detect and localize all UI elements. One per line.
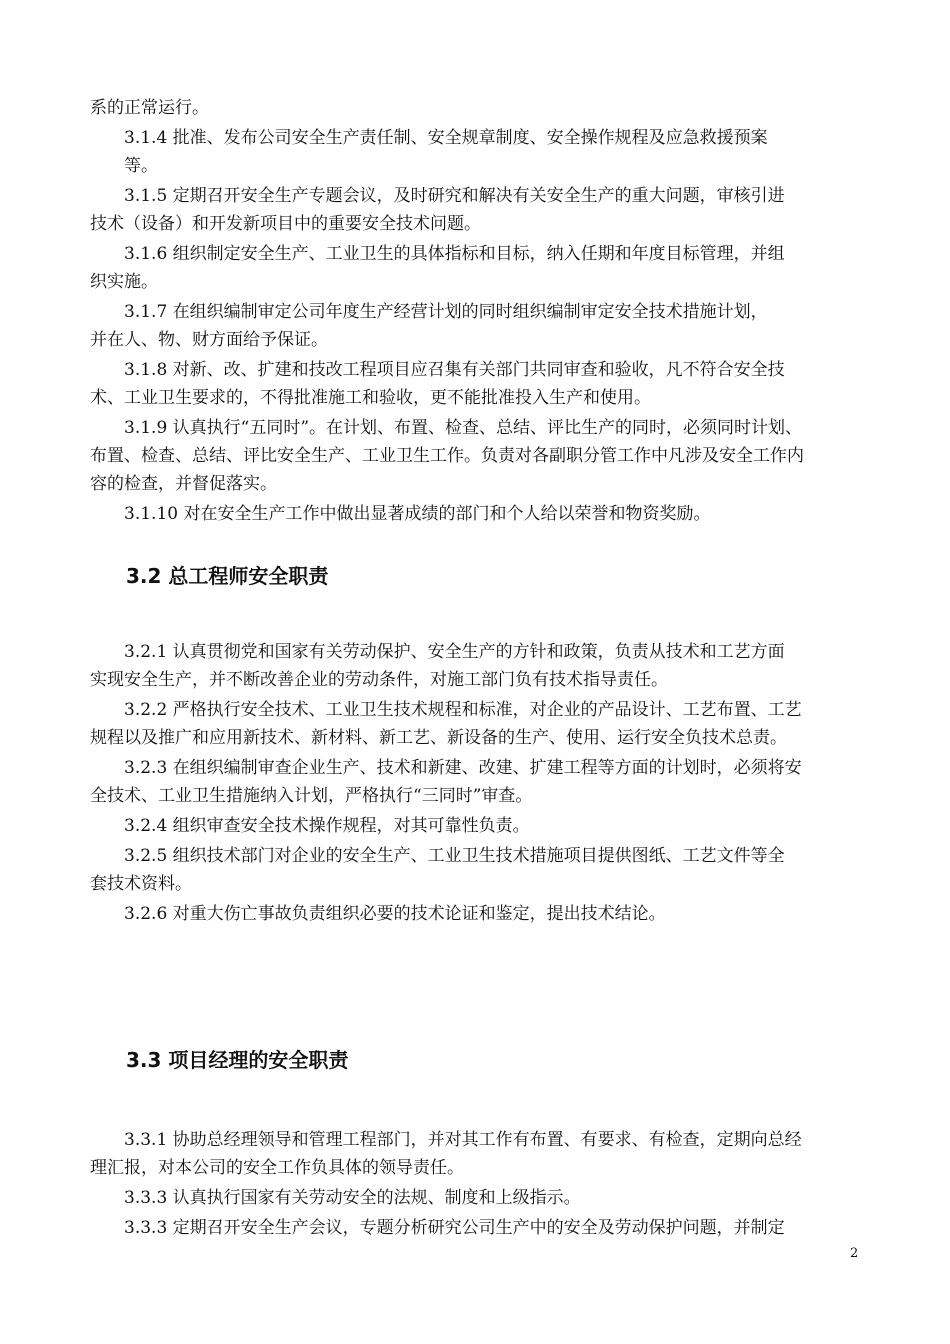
paragraph-line: 系的正常运行。 [90,98,209,118]
paragraph-3-2-6: 3.2.6 对重大伤亡事故负责组织必要的技术论证和鉴定，提出技术结论。 [124,904,666,924]
paragraph-3-3-1-line-2: 理汇报，对本公司的安全工作负具体的领导责任。 [90,1158,464,1178]
paragraph-3-1-7-line-2: 并在人、物、财方面给予保证。 [90,330,328,350]
paragraph-3-1-5-line-1: 3.1.5 定期召开安全生产专题会议，及时研究和解决有关安全生产的重大问题，审核引进 [124,186,785,206]
paragraph-3-3-1-line-1: 3.3.1 协助总经理领导和管理工程部门，并对其工作有布置、有要求、有检查，定期向总经 [124,1130,802,1150]
paragraph-3-2-3-line-2: 全技术、工业卫生措施纳入计划，严格执行“三同时”审查。 [90,786,533,806]
paragraph-3-1-8-line-2: 术、工业卫生要求的，不得批准施工和验收，更不能批准投入生产和使用。 [90,388,651,408]
paragraph-3-2-4: 3.2.4 组织审查安全技术操作规程，对其可靠性负责。 [124,816,530,836]
paragraph-3-1-7-line-1: 3.1.7 在组织编制审定公司年度生产经营计划的同时组织编制审定安全技术措施计划， [124,302,768,322]
paragraph-3-1-5-line-2: 技术（设备）和开发新项目中的重要安全技术问题。 [90,214,481,234]
paragraph-3-3-3: 3.3.3 定期召开安全生产会议，专题分析研究公司生产中的安全及劳动保护问题，并制定 [124,1218,785,1238]
section-heading: 3.3 项目经理的安全职责 [126,1048,349,1072]
paragraph-3-1-4-line-1: 3.1.4 批准、发布公司安全生产责任制、安全规章制度、安全操作规程及应急救援预案 [124,128,768,148]
paragraph-3-2-5-line-1: 3.2.5 组织技术部门对企业的安全生产、工业卫生技术措施项目提供图纸、工艺文件等全 [124,846,785,866]
paragraph-3-1-9-line-3: 容的检查，并督促落实。 [90,474,277,494]
paragraph-3-2-2-line-1: 3.2.2 严格执行安全技术、工业卫生技术规程和标准，对企业的产品设计、工艺布置、工艺 [124,700,802,720]
paragraph-3-1-9-line-1: 3.1.9 认真执行“五同时”。在计划、布置、检查、总结、评比生产的同时，必须同时计划、 [124,418,803,438]
paragraph-3-1-6-line-2: 织实施。 [90,272,158,292]
paragraph-3-1-8-line-1: 3.1.8 对新、改、扩建和技改工程项目应召集有关部门共同审查和验收，凡不符合安全技 [124,360,785,380]
paragraph-3-1-10: 3.1.10 对在安全生产工作中做出显著成绩的部门和个人给以荣誉和物资奖励。 [124,504,711,524]
paragraph-3-1-4-line-2: 等。 [124,156,158,176]
paragraph-3-2-5-line-2: 套技术资料。 [90,874,192,894]
paragraph-3-2-3-line-1: 3.2.3 在组织编制审查企业生产、技术和新建、改建、扩建工程等方面的计划时，必须将安 [124,758,802,778]
paragraph-3-3-2: 3.3.3 认真执行国家有关劳动安全的法规、制度和上级指示。 [124,1188,581,1208]
paragraph-3-2-2-line-2: 规程以及推广和应用新技术、新材料、新工艺、新设备的生产、使用、运行安全负技术总责。 [90,728,787,748]
paragraph-3-2-1-line-1: 3.2.1 认真贯彻党和国家有关劳动保护、安全生产的方针和政策，负责从技术和工艺方面 [124,642,785,662]
page-number: 2 [850,1246,859,1261]
paragraph-3-1-6-line-1: 3.1.6 组织制定安全生产、工业卫生的具体指标和目标，纳入任期和年度目标管理，并组 [124,244,785,264]
paragraph-3-1-9-line-2: 布置、检查、总结、评比安全生产、工业卫生工作。负责对各副职分管工作中凡涉及安全工作内 [90,446,804,466]
paragraph-3-2-1-line-2: 实现安全生产，并不断改善企业的劳动条件，对施工部门负有技术指导责任。 [90,670,668,690]
section-heading: 3.2 总工程师安全职责 [126,564,329,588]
